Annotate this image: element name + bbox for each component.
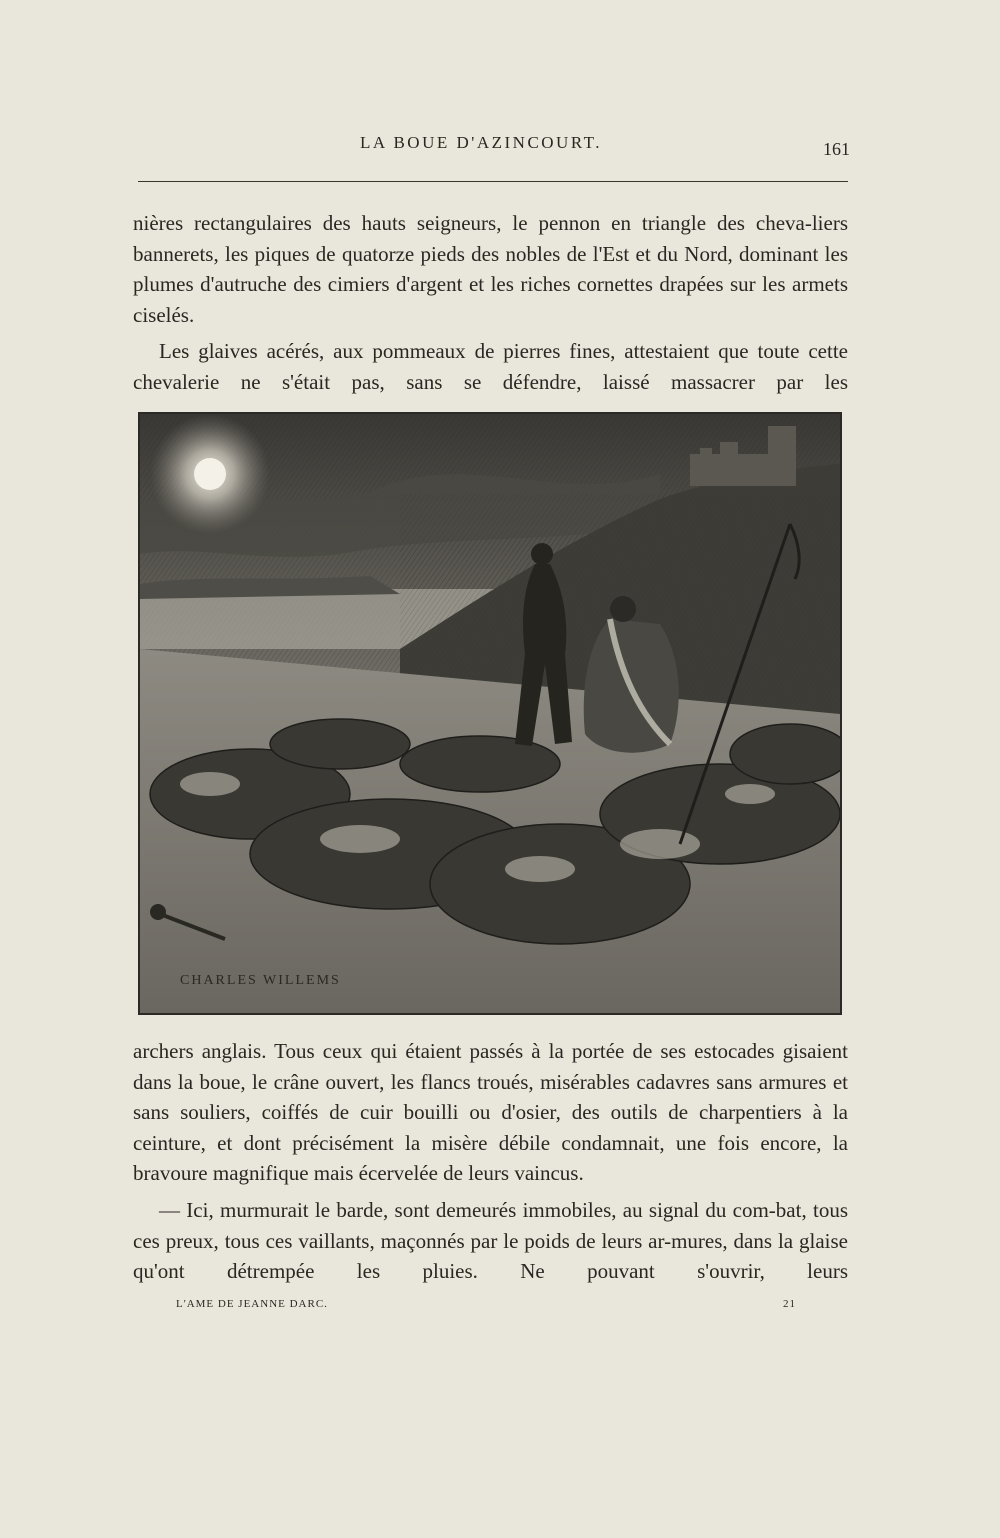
running-title: LA BOUE D'AZINCOURT. bbox=[360, 133, 603, 152]
paragraph: Les glaives acérés, aux pommeaux de pierres fines, attestaient que toute cette chevalerie ne s'était pas, sans se défendre, laissé massacrer par les bbox=[133, 339, 848, 394]
paragraph: — Ici, murmurait le barde, sont demeurés immobiles, au signal du com-bat, tous ces preux, tous ces vaillants, maçonnés par le poids de leurs ar-mures, dans la glaise qu'ont détrempée les pluies. Ne pouvant s'ouvrir, leurs bbox=[133, 1198, 848, 1283]
paragraph-continued: nières rectangulaires des hauts seigneurs, le pennon en triangle des cheva-liers bannerets, les piques de quatorze pieds des nobles de l'Est et du Nord, dominant les plumes d'autruche des cimiers d'argent et les riches cornettes drapées sur les armets ciselés. bbox=[133, 211, 848, 327]
page-number: 161 bbox=[823, 139, 850, 159]
running-head bbox=[130, 133, 850, 163]
footer-book-title: L'AME DE JEANNE DARC. bbox=[176, 1298, 328, 1310]
paragraph-continued: archers anglais. Tous ceux qui étaient passés à la portée de ses estocades gisaient dans la boue, le crâne ouvert, les flancs troués, misérables cadavres sans armures et sans souliers, coiffés de cuir bouilli ou d'osier, des outils de charpentiers à la ceinture, et dont précisément la misère débile condamnait, une fois encore, la bravoure magnifique mais écervelée de leurs vaincus. bbox=[133, 1039, 848, 1185]
moon bbox=[194, 458, 226, 490]
header-rule bbox=[138, 181, 848, 182]
signature-mark: 21 bbox=[783, 1298, 796, 1310]
engraving bbox=[140, 414, 840, 1013]
battlefield-illustration bbox=[138, 412, 842, 1015]
artist-signature: CHARLES WILLEMS bbox=[180, 973, 341, 988]
